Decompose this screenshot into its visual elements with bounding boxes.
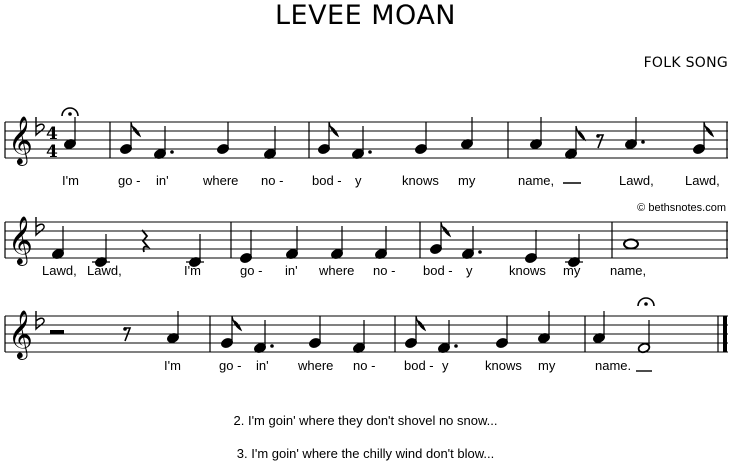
lyric-syllable: y (442, 358, 449, 373)
lyric-syllable: Lawd, (619, 173, 654, 188)
lyric-syllable: no - (373, 263, 396, 278)
lyric-syllable: bod - (404, 358, 434, 373)
lyric-syllable: in' (156, 173, 169, 188)
lyric-syllable: go - (219, 358, 242, 373)
lyric-syllable: name. (595, 358, 632, 373)
lyric-syllable: knows (485, 358, 522, 373)
staff-system-3 (5, 298, 728, 373)
copyright-notice: © bethsnotes.com (637, 202, 726, 214)
lyric-syllable: Lawd, (87, 263, 122, 278)
flat-icon (36, 311, 44, 329)
lyric-syllable: go - (240, 263, 263, 278)
staff-system-1 (5, 108, 728, 188)
lyric-syllable: knows (402, 173, 439, 188)
lyric-syllable: where (319, 263, 355, 278)
lyric-syllable: where (203, 173, 239, 188)
half-rest-icon (50, 330, 64, 334)
lyric-syllable: y (355, 173, 362, 188)
lyric-syllable: my (563, 263, 581, 278)
lyric-syllable: I'm (62, 173, 79, 188)
lyric-syllable: name, (610, 263, 647, 278)
lyric-syllable: I'm (184, 263, 201, 278)
staff-system-2 (5, 215, 728, 278)
lyric-syllable: name, (518, 173, 555, 188)
flat-icon (36, 217, 44, 235)
lyric-syllable: where (298, 358, 334, 373)
lyric-syllable: no - (261, 173, 284, 188)
verse-2: 2. I'm goin' where they don't shovel no snow... (233, 413, 498, 428)
lyric-syllable: knows (509, 263, 546, 278)
treble-clef-icon: 𝄞 (8, 309, 33, 358)
lyric-syllable: Lawd, (685, 173, 720, 188)
lyric-syllable: no - (353, 358, 376, 373)
lyric-syllable: my (538, 358, 556, 373)
lyric-syllable: in' (285, 263, 298, 278)
lyric-syllable: in' (256, 358, 269, 373)
song-title: LEVEE MOAN (274, 0, 456, 31)
lyric-syllable: go - (118, 173, 141, 188)
lyric-syllable: bod - (423, 263, 453, 278)
time-signature-bottom: 4 (46, 142, 58, 162)
composer-label: FOLK SONG (643, 55, 728, 71)
lyric-syllable: Lawd, (42, 263, 77, 278)
verse-3: 3. I'm goin' where the chilly wind don't blow... (236, 446, 495, 461)
time-signature-top: 4 (46, 124, 58, 144)
lyric-syllable: y (466, 263, 473, 278)
lyric-syllable: I'm (164, 358, 181, 373)
lyric-syllable: bod - (312, 173, 342, 188)
lyric-syllable: my (458, 173, 476, 188)
flat-icon (36, 117, 44, 135)
treble-clef-icon: 𝄞 (8, 215, 33, 264)
treble-clef-icon: 𝄞 (8, 115, 33, 164)
